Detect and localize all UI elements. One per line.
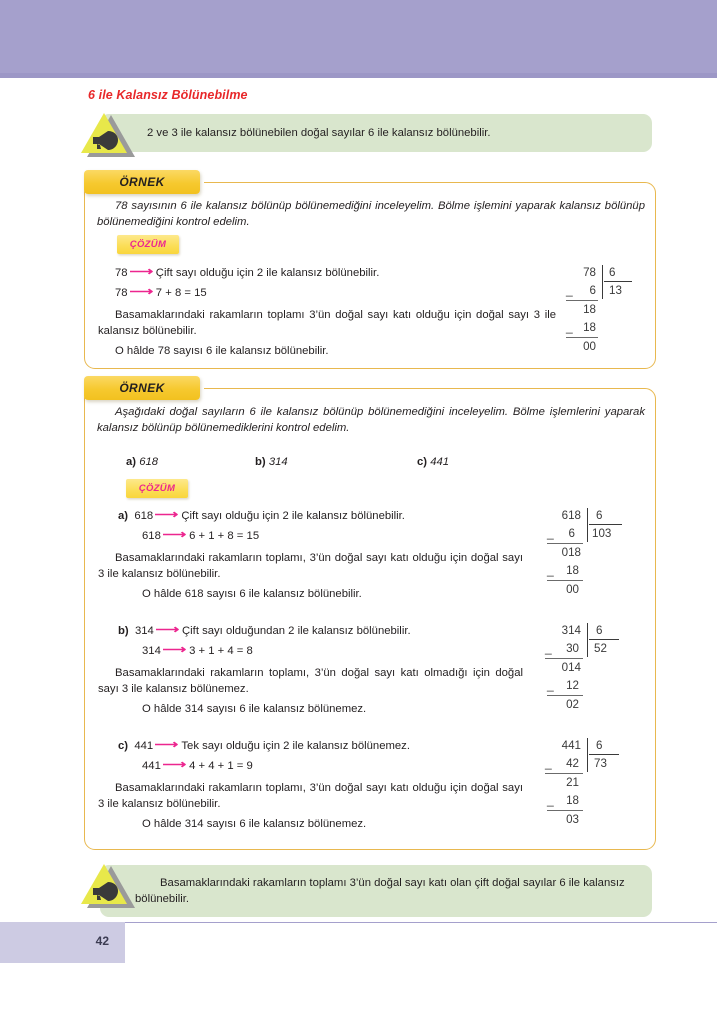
division-divisor: 6 <box>609 266 616 279</box>
division-divisor: 6 <box>596 739 603 752</box>
part-b-label: b) <box>118 625 129 637</box>
division-step-4: 00 <box>566 583 579 596</box>
example-2-cozum-label: ÇÖZÜM <box>138 483 176 494</box>
example-2-option-b <box>255 456 288 468</box>
example-2-part-c-line-2 <box>142 758 552 774</box>
part-c-line-1-left: 441 <box>134 740 154 752</box>
example-1-line-1-right: Çift sayı olduğu için 2 ile kalansız bölünebilir. <box>155 267 380 279</box>
example-1-cozum-label: ÇÖZÜM <box>129 239 167 250</box>
megaphone-triangle-icon <box>79 862 135 912</box>
division-step-2: 21 <box>566 776 579 789</box>
part-c-line-2-left: 441 <box>142 760 161 772</box>
example-2-part-b-line-1 <box>118 623 548 639</box>
example-2-part-a-line-2 <box>142 528 552 544</box>
example-2-option-a <box>126 456 158 468</box>
part-a-line-1-right: Çift sayı olduğu için 2 ile kalansız bölünebilir. <box>181 510 405 522</box>
division-dividend: 441 <box>561 739 581 752</box>
example-2-part-a-paragraph: Basamaklarındaki rakamların toplamı, 3’ün doğal sayı katı olduğu için doğal sayı 3 ile kalansız bölünebilir. <box>98 552 523 580</box>
top-banner <box>0 0 717 78</box>
division-minus-2: _ <box>566 320 573 334</box>
example-2-ornek-tab <box>84 376 200 400</box>
info-box-top-text: 2 ve 3 ile kalansız bölünebilen doğal sayılar 6 ile kalansız bölünebilir. <box>147 127 491 139</box>
example-1-paragraph: Basamaklarındaki rakamların toplamı 3’ün doğal sayı katı olduğu için doğal sayı 3 ile kalansız bölünebilir. <box>98 309 556 337</box>
megaphone-glyph <box>91 129 121 151</box>
example-1-conclusion: O hâlde 78 sayısı 6 ile kalansız bölünebilir. <box>115 345 329 357</box>
example-2-part-c-line-1 <box>118 738 548 754</box>
division-dividend: 78 <box>583 266 596 279</box>
division-quotient: 73 <box>594 757 607 770</box>
example-2-part-a-line-1 <box>118 508 548 524</box>
arrow-icon: ⟶ <box>155 624 179 636</box>
division-step-3: 18 <box>566 564 579 577</box>
division-step-2: 018 <box>561 546 581 559</box>
example-1-cozum-tab <box>117 235 179 254</box>
division-vbar <box>587 508 588 542</box>
part-b-line-1-right: Çift sayı olduğundan 2 ile kalansız bölünebilir. <box>182 625 411 637</box>
footer-rule <box>125 922 717 923</box>
example-1-ornek-tab <box>84 170 200 194</box>
division-step-4: 00 <box>583 340 596 353</box>
info-box-bottom-text: Basamaklarındaki rakamların toplamı 3’ün doğal sayı katı olan çift doğal sayılar 6 ile kalansız bölünebilir. <box>135 877 625 905</box>
example-2-part-c-paragraph: Basamaklarındaki rakamların toplamı, 3’ün doğal sayı katı olduğu için doğal sayı 3 ile kalansız bölünebilir. <box>98 782 523 810</box>
division-minus-2: _ <box>547 678 554 692</box>
page-number-block <box>0 922 125 963</box>
example-2-prompt: Aşağıdaki doğal sayıların 6 ile kalansız bölünüp bölünemediğini inceleyelim. Bölme işlemlerini yaparak kalansız bölünüp bölünemediklerini kontrol edelim. <box>97 406 645 434</box>
option-b-value: 314 <box>268 456 288 468</box>
division-vbar <box>602 265 603 299</box>
division-minus-2: _ <box>547 793 554 807</box>
page-number: 42 <box>95 934 109 948</box>
example-2-part-c-conclusion: O hâlde 314 sayısı 6 ile kalansız bölünemez. <box>142 818 367 830</box>
part-a-line-2-left: 618 <box>142 530 161 542</box>
example-2-part-b-line-2 <box>142 643 552 659</box>
division-step-2: 18 <box>583 303 596 316</box>
division-dividend: 618 <box>561 509 581 522</box>
division-vbar <box>587 623 588 657</box>
example-1-line-2 <box>115 285 555 301</box>
part-b-line-1-left: 314 <box>134 625 154 637</box>
option-b-label: b) <box>255 456 266 468</box>
division-dividend: 314 <box>561 624 581 637</box>
arrow-icon: ⟶ <box>162 759 186 771</box>
arrow-icon: ⟶ <box>162 644 186 656</box>
division-quotient: 52 <box>594 642 607 655</box>
arrow-icon: ⟶ <box>154 509 179 521</box>
arrow-icon: ⟶ <box>162 529 186 541</box>
division-step-3: 18 <box>566 794 579 807</box>
division-quotient: 13 <box>609 284 622 297</box>
part-a-line-1-left: 618 <box>134 510 154 522</box>
division-minus-2: _ <box>547 563 554 577</box>
example-1-line-2-right: 7 + 8 = 15 <box>155 287 207 299</box>
arrow-icon: ⟶ <box>128 266 153 278</box>
part-b-line-2-right: 3 + 1 + 4 = 8 <box>189 645 253 657</box>
example-1-line-1-left: 78 <box>115 267 128 279</box>
page-title: 6 ile Kalansız Bölünebilme <box>88 88 248 102</box>
division-step-1: 6 <box>568 527 575 540</box>
division-divisor: 6 <box>596 624 603 637</box>
division-step-4: 03 <box>566 813 579 826</box>
arrow-icon: ⟶ <box>154 739 179 751</box>
option-c-label: c) <box>417 456 428 468</box>
option-c-value: 441 <box>430 456 450 468</box>
example-2-option-c <box>417 456 449 468</box>
example-2-ornek-label: ÖRNEK <box>119 381 165 395</box>
division-step-4: 02 <box>566 698 579 711</box>
example-1-ornek-label: ÖRNEK <box>119 175 165 189</box>
division-vbar <box>587 738 588 772</box>
option-a-label: a) <box>126 456 137 468</box>
example-2-part-b-conclusion: O hâlde 314 sayısı 6 ile kalansız bölünemez. <box>142 703 367 715</box>
example-1-line-1 <box>115 265 555 281</box>
megaphone-glyph <box>91 880 121 902</box>
part-a-label: a) <box>118 510 129 522</box>
part-c-label: c) <box>118 740 129 752</box>
part-c-line-1-right: Tek sayı olduğu için 2 ile kalansız bölünemez. <box>181 740 410 752</box>
division-quotient: 103 <box>592 527 612 540</box>
division-step-2: 014 <box>561 661 581 674</box>
part-a-line-2-right: 6 + 1 + 8 = 15 <box>189 530 260 542</box>
division-minus-1: _ <box>566 283 573 297</box>
example-2-part-b-paragraph: Basamaklarındaki rakamların toplamı, 3’ün doğal sayı katı olmadığı için doğal sayı 3 ile kalansız bölünemez. <box>98 667 523 695</box>
division-minus-1: _ <box>545 756 552 770</box>
megaphone-triangle-icon <box>79 111 135 161</box>
division-divisor: 6 <box>596 509 603 522</box>
part-b-line-2-left: 314 <box>142 645 161 657</box>
example-2-part-a-conclusion: O hâlde 618 sayısı 6 ile kalansız bölünebilir. <box>142 588 362 600</box>
division-step-1: 42 <box>566 757 579 770</box>
division-step-3: 18 <box>583 321 596 334</box>
division-minus-1: _ <box>545 641 552 655</box>
example-1-line-2-left: 78 <box>115 287 128 299</box>
division-step-3: 12 <box>566 679 579 692</box>
page-content <box>0 78 717 922</box>
info-box-top <box>100 114 652 152</box>
example-1-prompt: 78 sayısının 6 ile kalansız bölünüp bölünemediğini inceleyelim. Bölme işlemini yaparak kalansız bölünüp bölünemediğini kontrol edelim. <box>97 200 645 228</box>
division-step-1: 30 <box>566 642 579 655</box>
part-c-line-2-right: 4 + 4 + 1 = 9 <box>189 760 253 772</box>
info-box-bottom <box>100 865 652 917</box>
arrow-icon: ⟶ <box>128 286 153 298</box>
example-2-cozum-tab <box>126 479 188 498</box>
option-a-value: 618 <box>139 456 159 468</box>
division-step-1: 6 <box>589 284 596 297</box>
division-minus-1: _ <box>547 526 554 540</box>
